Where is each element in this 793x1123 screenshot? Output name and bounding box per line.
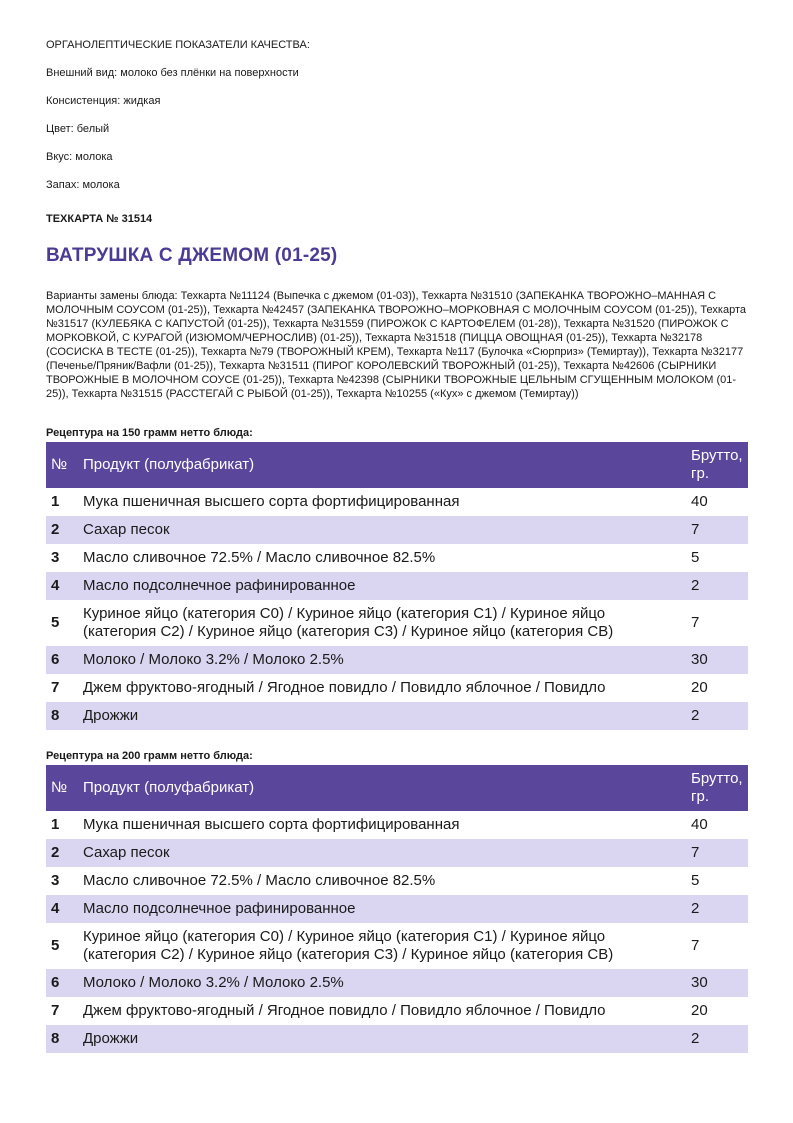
cell-brutto: 20 [691, 679, 708, 696]
cell-product: Масло сливочное 72.5% / Масло сливочное 82.5% [83, 549, 436, 566]
cell-product: Куриное яйцо (категория С0) / Куриное яйцо (категория С1) / Куриное яйцо (категория С2) / Куриное яйцо (категория С3) / Куриное яйцо (категория СВ) [83, 605, 614, 640]
table-header-row [46, 442, 748, 488]
table-row [46, 867, 748, 895]
organoleptic-consistency: Консистенция: жидкая [46, 95, 161, 107]
table-row [46, 488, 748, 516]
cell-num: 5 [51, 937, 60, 954]
cell-num: 8 [46, 1025, 78, 1053]
cell-product: Мука пшеничная высшего сорта фортифицированная [83, 493, 460, 510]
cell-product: Масло подсолнечное рафинированное [78, 572, 686, 600]
recipe-title: Рецептура на 150 грамм нетто блюда: [46, 427, 253, 439]
organoleptic-taste: Вкус: молока [46, 151, 113, 163]
cell-num: 3 [51, 549, 60, 566]
organoleptic-heading: ОРГАНОЛЕПТИЧЕСКИЕ ПОКАЗАТЕЛИ КАЧЕСТВА: [46, 39, 310, 51]
cell-brutto: 30 [686, 646, 748, 674]
cell-product: Дрожжи [78, 702, 686, 730]
cell-num: 7 [51, 679, 60, 696]
table-row [46, 811, 748, 839]
table-row [46, 646, 748, 674]
cell-brutto: 7 [686, 839, 748, 867]
cell-product: Масло подсолнечное рафинированное [78, 895, 686, 923]
cell-brutto: 5 [691, 872, 700, 889]
cell-product: Сахар песок [78, 839, 686, 867]
cell-brutto: 7 [686, 516, 748, 544]
cell-product: Куриное яйцо (категория С0) / Куриное яйцо (категория С1) / Куриное яйцо (категория С2) / Куриное яйцо (категория С3) / Куриное яйцо (категория СВ) [83, 928, 614, 963]
cell-num: 3 [51, 872, 60, 889]
cell-num: 7 [51, 1002, 60, 1019]
table-header-row [46, 765, 748, 811]
cell-num: 4 [46, 895, 78, 923]
cell-product: Джем фруктово-ягодный / Ягодное повидло / Повидло яблочное / Повидло [83, 679, 606, 696]
table-row [46, 969, 748, 997]
cell-num: 6 [46, 969, 78, 997]
cell-brutto: 40 [691, 493, 708, 510]
cell-brutto: 30 [686, 969, 748, 997]
table-row [46, 923, 748, 969]
organoleptic-smell: Запах: молока [46, 179, 120, 191]
table-row [46, 516, 748, 544]
cell-brutto: 40 [691, 816, 708, 833]
cell-num: 2 [46, 839, 78, 867]
cell-product: Сахар песок [78, 516, 686, 544]
recipe-table [46, 442, 748, 730]
cell-brutto: 2 [686, 1025, 748, 1053]
column-header-product: Продукт (полуфабрикат) [78, 442, 686, 488]
cell-brutto: 20 [691, 1002, 708, 1019]
cell-product: Молоко / Молоко 3.2% / Молоко 2.5% [78, 646, 686, 674]
cell-brutto: 2 [686, 702, 748, 730]
dish-title: ВАТРУШКА С ДЖЕМОМ (01-25) [46, 245, 338, 266]
table-row [46, 1025, 748, 1053]
table-row [46, 600, 748, 646]
table-row [46, 997, 748, 1025]
cell-product: Масло сливочное 72.5% / Масло сливочное 82.5% [83, 872, 436, 889]
substitutes-text: Варианты замены блюда: Техкарта №11124 (Выпечка с джемом (01-03)), Техкарта №31510 (ЗАПЕКАНКА ТВОРОЖНО–МАННАЯ С МОЛОЧНЫМ СОУСОМ (01-25)), Техкарта №42457 (ЗАПЕКАНКА ТВОРОЖНО–МОРКОВНАЯ С МОЛОЧНЫМ СОУСОМ (01-25)), Техкарта №31517 (КУЛЕБЯКА С КАПУСТОЙ (01-25)), Техкарта №31559 (ПИРОЖОК С КАРТОФЕЛЕМ (01-28)), Техкарта №31520 (ПИРОЖОК С МОРКОВКОЙ, С КУРАГОЙ (ИЗЮМОМ/ЧЕРНОСЛИВ) (01-25)), Техкарта №31518 (ПИЦЦА ОВОЩНАЯ (01-25)), Техкарта №32178 (СОСИСКА В ТЕСТЕ (01-25)), Техкарта №79 (ТВОРОЖНЫЙ КРЕМ), Техкарта №117 (Булочка «Сюрприз» (Темиртау)), Техкарта №32177 (Печенье/Пряник/Вафли (01-25)), Техкарта №31511 (ПИРОГ КОРОЛЕВСКИЙ ТВОРОЖНЫЙ (01-25)), Техкарта №42606 (СЫРНИКИ ТВОРОЖНЫЕ В МОЛОЧНОМ СОУСЕ (01-25)), Техкарта №42398 (СЫРНИКИ ТВОРОЖНЫЕ ЦЕЛЬНЫМ СГУЩЕННЫМ МОЛОКОМ (01-25)), Техкарта №31515 (РАССТЕГАЙ С РЫБОЙ (01-25)), Техкарта №10255 («Кух» с джемом (Темиртау)) [46, 290, 746, 400]
cell-num: 1 [51, 816, 60, 833]
recipe-title: Рецептура на 200 грамм нетто блюда: [46, 750, 253, 762]
cell-product: Молоко / Молоко 3.2% / Молоко 2.5% [78, 969, 686, 997]
cell-brutto: 7 [691, 614, 700, 631]
table-row [46, 544, 748, 572]
column-header-num: № [46, 765, 78, 811]
cell-brutto: 5 [691, 549, 700, 566]
table-row [46, 572, 748, 600]
cell-num: 2 [46, 516, 78, 544]
cell-product: Джем фруктово-ягодный / Ягодное повидло / Повидло яблочное / Повидло [83, 1002, 606, 1019]
table-row [46, 895, 748, 923]
cell-brutto: 7 [691, 937, 700, 954]
cell-num: 4 [46, 572, 78, 600]
column-header-brutto: Брутто, гр. [686, 442, 748, 488]
cell-product: Мука пшеничная высшего сорта фортифицированная [83, 816, 460, 833]
cell-num: 5 [51, 614, 60, 631]
table-row [46, 674, 748, 702]
cell-product: Дрожжи [78, 1025, 686, 1053]
recipe-table [46, 765, 748, 1053]
table-row [46, 702, 748, 730]
organoleptic-appearance: Внешний вид: молоко без плёнки на поверхности [46, 67, 299, 79]
column-header-product: Продукт (полуфабрикат) [78, 765, 686, 811]
cell-num: 6 [46, 646, 78, 674]
cell-num: 8 [46, 702, 78, 730]
cell-brutto: 2 [686, 895, 748, 923]
techcard-number: ТЕХКАРТА № 31514 [46, 213, 153, 225]
column-header-brutto: Брутто, гр. [686, 765, 748, 811]
column-header-num: № [46, 442, 78, 488]
cell-brutto: 2 [686, 572, 748, 600]
organoleptic-color: Цвет: белый [46, 123, 110, 135]
cell-num: 1 [51, 493, 60, 510]
table-row [46, 839, 748, 867]
